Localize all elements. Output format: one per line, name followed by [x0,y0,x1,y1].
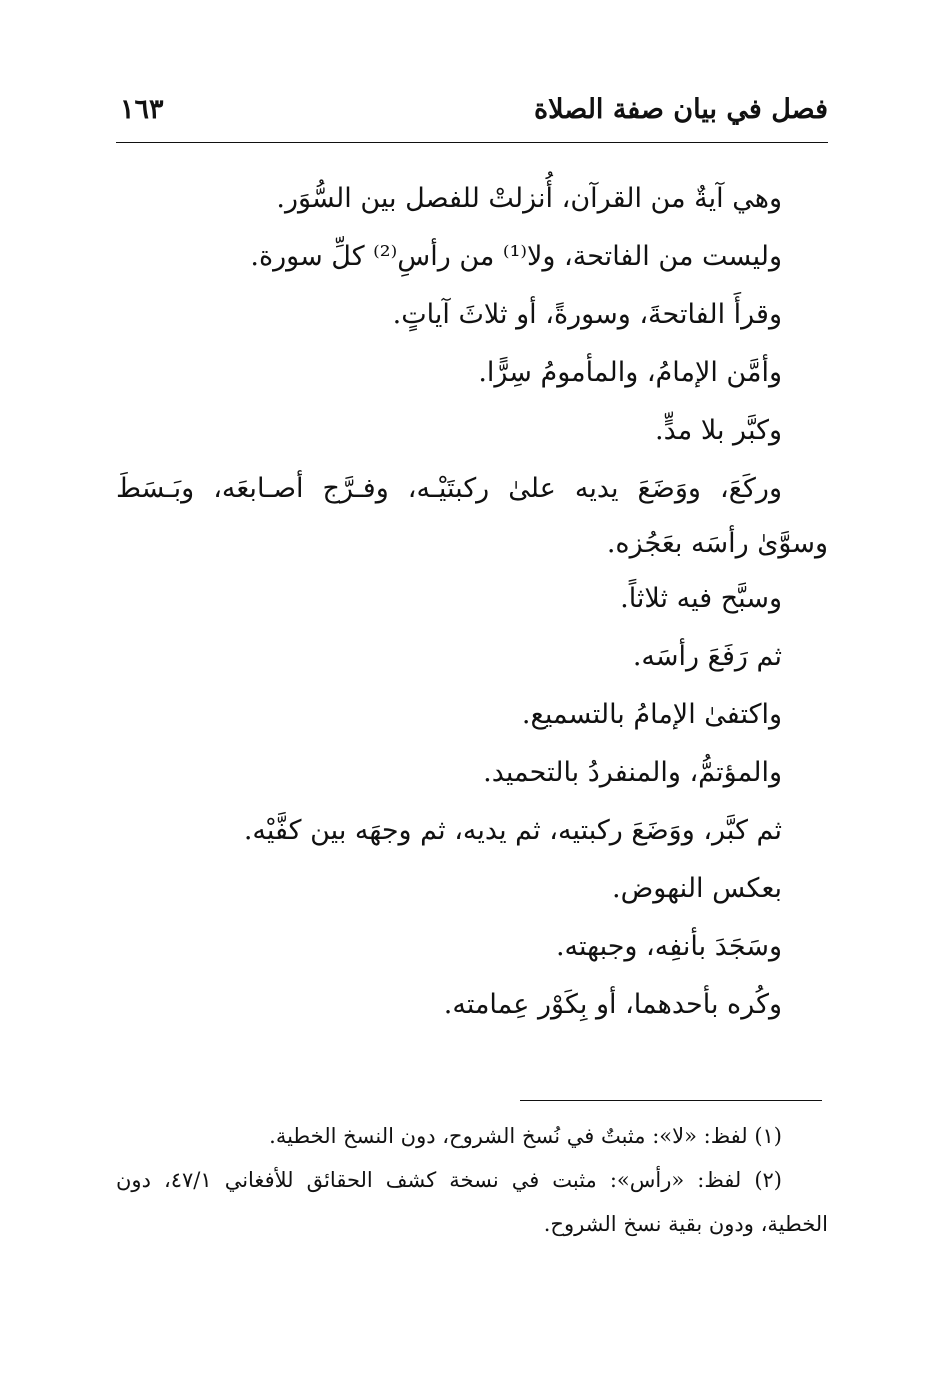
text-line: وأمَّن الإمامُ، والمأمومُ سِرًّا. [478,357,782,388]
footnote-separator [520,1100,822,1101]
text-line: بعكس النهوض. [612,873,782,904]
page-header [116,92,828,138]
running-title: فصل في بيان صفة الصلاة [534,94,828,125]
text-line: وهي آيةٌ من القرآن، أُنزلتْ للفصل بين السُّوَر. [276,183,782,214]
footnote-line: (١) لفظ: «لا»: مثبتٌ في نُسخ الشروح، دون النسخ الخطية. [269,1124,782,1148]
footnote-line: الخطية، ودون بقية نسخ الشروح. [543,1212,828,1236]
text-line: ثم كبَّر، ووَضَعَ ركبتيه، ثم يديه، ثم وجهَه بين كفَّيْه. [243,815,782,846]
text-line: وسَجَدَ بأنفِه، وجبهته. [555,931,782,962]
text-line: ثم رَفَعَ رأسَه. [632,641,782,672]
text-line: وسوَّىٰ رأسَه بعَجُزه. [606,528,828,559]
text-line: وقرأَ الفاتحةَ، وسورةً، أو ثلاثَ آياتٍ. [392,299,782,330]
text-line: واكتفىٰ الإمامُ بالتسميع. [521,699,782,730]
main-text [116,170,828,1034]
header-rule [116,142,828,143]
text-line: وركَعَ، ووَضَعَ يديه علىٰ ركبتَيْـه، وفـرَّج أصـابعَه، وبَـسَطَ [116,473,782,504]
text-line: والمؤتمُّ، والمنفردُ بالتحميد. [483,757,782,788]
text-line: وكُره بأحدهما، أو بِكَوْر عِمامته. [443,989,782,1020]
text-line: وكبَّر بلا مدٍّ. [655,415,782,446]
text-line: وليست من الفاتحة، ولا⁽¹⁾ من رأسِ⁽²⁾ كلِّ سورة. [250,241,782,272]
text-line: وسبَّح فيه ثلاثاً. [620,583,782,614]
page-number: ١٦٣ [120,94,164,125]
footnotes [116,1114,828,1246]
footnote-line: (٢) لفظ: «رأس»: مثبت في نسخة كشف الحقائق للأفغاني ٤٧/١، دون [116,1168,782,1192]
